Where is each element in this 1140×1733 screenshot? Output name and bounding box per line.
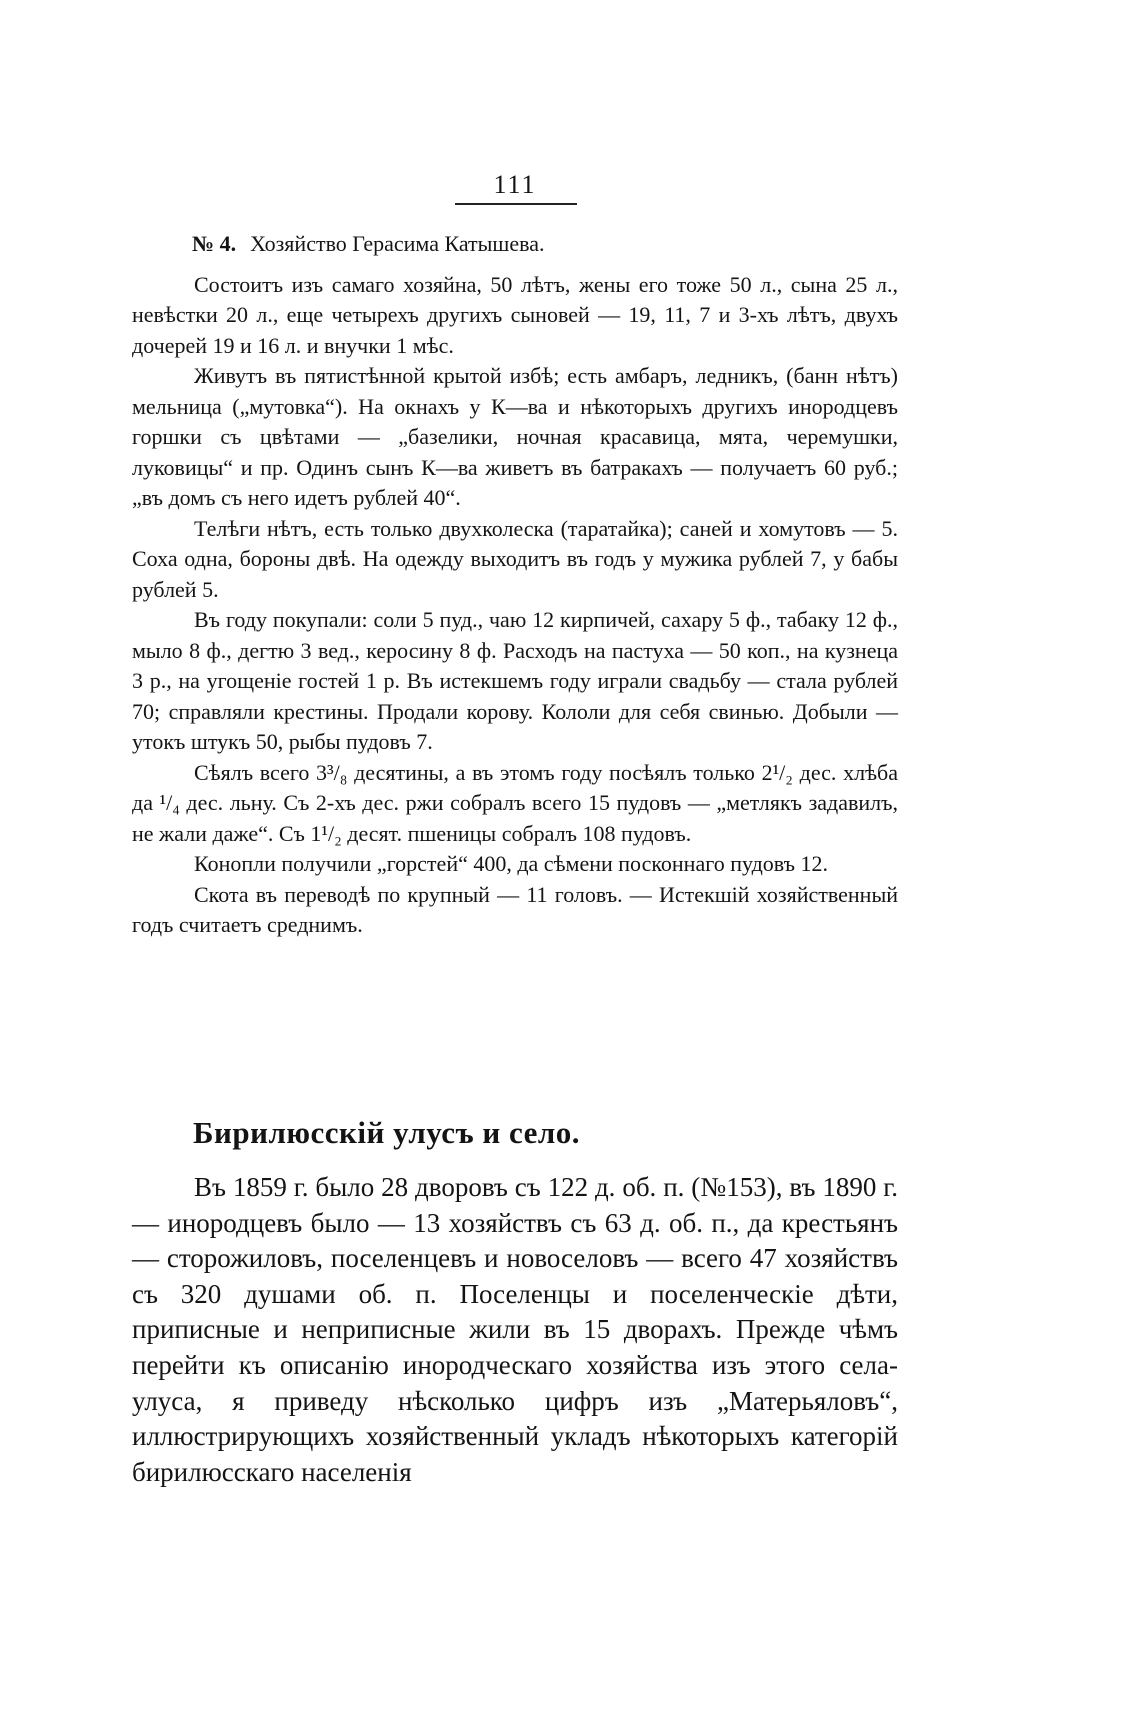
page-number-rule xyxy=(455,203,577,205)
entry-title: Хозяйство Герасима Катышева. xyxy=(250,231,545,256)
entry-title-line xyxy=(132,229,898,260)
page-number: 111 xyxy=(493,170,537,199)
household-entry xyxy=(132,229,898,941)
paragraph-purchases: Въ году покупали: соли 5 пуд., чаю 12 кирпичей, сахару 5 ф., табаку 12 ф., мыло 8 ф., дегтю 3 вед., керосину 8 ф. Расходъ на пастуха — 50 коп., на кузнеца 3 р., на угощеніе гостей 1 р. Въ истекшемъ году играли свадьбу — стала рублей 70; справляли крестины. Продали корову. Кололи для себя свинью. Добыли — утокъ штукъ 50, рыбы пудовъ 7. xyxy=(132,607,898,754)
paragraph-sowing: Сѣялъ всего 3³/₈ десятины, а въ этомъ году посѣялъ только 2¹/₂ дес. хлѣба да ¹/₄ дес. льну. Съ 2-хъ дес. ржи собралъ всего 15 пудовъ — „метлякъ задавилъ, не жали даже“. Съ 1¹/₂ десят. пшеницы собралъ 108 пудовъ. xyxy=(132,759,898,846)
paragraph-family: Состоитъ изъ самаго хозяйна, 50 лѣтъ, жены его тоже 50 л., сына 25 л., невѣстки 20 л., еще четырехъ другихъ сыновей — 19, 11, 7 и 3-хъ лѣтъ, двухъ дочерей 19 и 16 л. и внучки 1 мѣс. xyxy=(132,271,898,358)
paragraph-hemp: Конопли получили „горстей“ 400, да сѣмени посконнаго пудовъ 12. xyxy=(194,851,828,876)
birilyussky-section xyxy=(132,1170,898,1490)
paragraph-dwelling: Живутъ въ пятистѣнной крытой избѣ; есть амбаръ, ледникъ, (банн нѣтъ) мельница („мутовка“). На окнахъ у К—ва и нѣкоторыхъ другихъ инородцевъ горшки съ цвѣтами — „базелики, ночная красавица, мята, черемушки, луковицы“ и пр. Одинъ сынъ К—ва живетъ въ батракахъ — получаетъ 60 руб.; „въ домъ съ него идетъ рублей 40“. xyxy=(132,363,898,510)
section-heading: Бирилюсскій улусъ и село. xyxy=(193,1115,581,1150)
paragraph-equipment: Телѣги нѣтъ, есть только двухколеска (таратайка); саней и хомутовъ — 5. Соха одна, бороны двѣ. На одежду выходитъ въ годъ у мужика рублей 7, у бабы рублей 5. xyxy=(132,515,898,602)
paragraph-livestock: Скота въ переводѣ по крупный — 11 головъ. — Истекшій хозяйственный годъ считаетъ среднимъ. xyxy=(132,881,898,937)
paragraph-birilyussky: Въ 1859 г. было 28 дворовъ съ 122 д. об. п. (№153), въ 1890 г. — инородцевъ было — 13 хозяйствъ съ 63 д. об. п., да крестьянъ — сторожиловъ, поселенцевъ и новоселовъ — всего 47 хозяйствъ съ 320 душами об. п. Поселенцы и поселенческіе дѣти, приписные и неприписные жили въ 15 дворахъ. Прежде чѣмъ перейти къ описанію инородческаго хозяйства изъ этого села-улуса, я приведу нѣсколько цифръ изъ „Матерьяловъ“, иллюстрирующихъ хозяйственный укладъ нѣкоторыхъ категорій бирилюсскаго населенія xyxy=(132,1172,898,1487)
entry-number: № 4. xyxy=(192,231,237,256)
